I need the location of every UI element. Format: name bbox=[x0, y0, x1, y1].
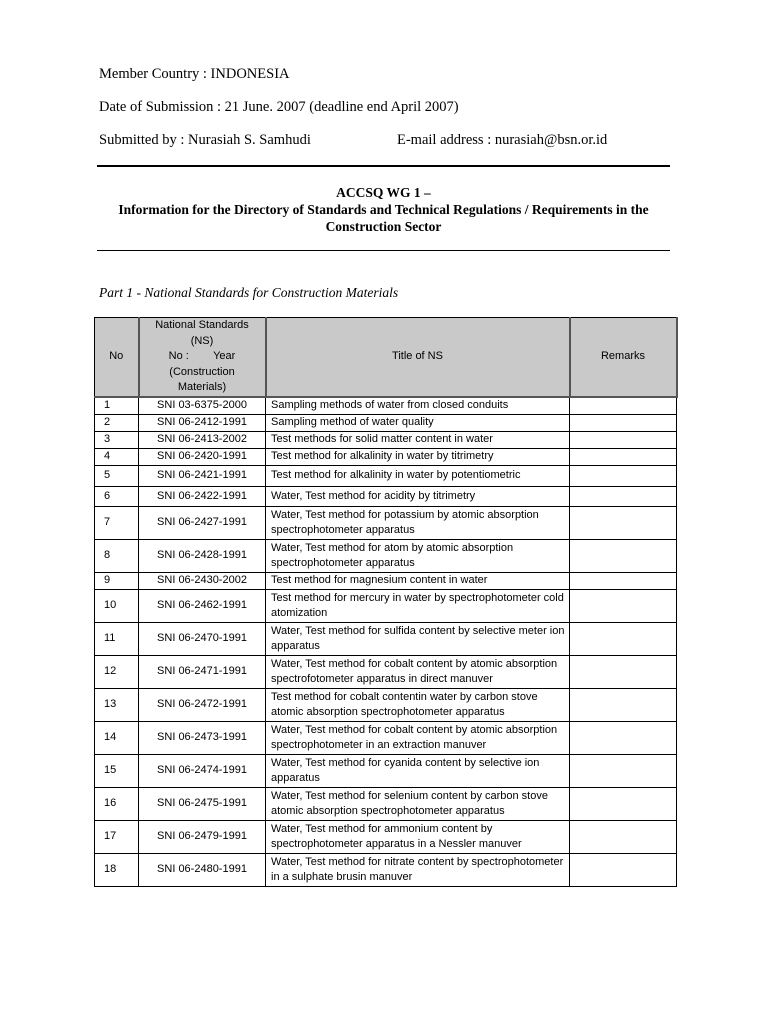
standard-number: SNI 06-2462-1991 bbox=[139, 589, 266, 622]
standard-title: Water, Test method for sulfida content by selective meter ion apparatus bbox=[266, 622, 570, 655]
document-heading-line3: Construction Sector bbox=[325, 219, 442, 234]
column-header-title bbox=[266, 318, 570, 398]
standard-title: Water, Test method for cobalt content by atomic absorption spectrophotometer in an extraction manuver bbox=[266, 721, 570, 754]
standard-number: SNI 06-2413-2002 bbox=[139, 431, 266, 448]
row-number: 9 bbox=[95, 572, 139, 589]
row-number: 2 bbox=[95, 414, 139, 431]
standard-title: Water, Test method for cyanida content by selective ion apparatus bbox=[266, 754, 570, 787]
table-row bbox=[95, 397, 677, 414]
table-row bbox=[95, 655, 677, 688]
table-row bbox=[95, 486, 677, 506]
table-row bbox=[95, 622, 677, 655]
row-number: 17 bbox=[95, 820, 139, 853]
table-body bbox=[95, 397, 677, 886]
divider-bottom bbox=[97, 250, 670, 251]
row-number: 11 bbox=[95, 622, 139, 655]
column-header-no bbox=[95, 318, 139, 398]
standard-number: SNI 06-2473-1991 bbox=[139, 721, 266, 754]
standard-number: SNI 06-2470-1991 bbox=[139, 622, 266, 655]
column-header-remarks bbox=[570, 318, 677, 398]
column-header-title-label: Title of NS bbox=[392, 350, 443, 363]
table-row bbox=[95, 721, 677, 754]
standard-number: SNI 06-2472-1991 bbox=[139, 688, 266, 721]
standard-number: SNI 03-6375-2000 bbox=[139, 397, 266, 414]
remarks-cell bbox=[570, 506, 677, 539]
email-address: E-mail address : nurasiah@bsn.or.id bbox=[397, 132, 608, 148]
standard-number: SNI 06-2412-1991 bbox=[139, 414, 266, 431]
standard-title: Sampling methods of water from closed conduits bbox=[266, 397, 570, 414]
row-number: 12 bbox=[95, 655, 139, 688]
standard-title: Water, Test method for potassium by atomic absorption spectrophotometer apparatus bbox=[266, 506, 570, 539]
standard-number: SNI 06-2420-1991 bbox=[139, 448, 266, 465]
part-title: Part 1 - National Standards for Construction Materials bbox=[99, 285, 399, 300]
document-heading-line2: Information for the Directory of Standards and Technical Regulations / Requirements in the bbox=[118, 202, 649, 217]
row-number: 7 bbox=[95, 506, 139, 539]
standard-title: Test method for alkalinity in water by titrimetry bbox=[266, 448, 570, 465]
row-number: 16 bbox=[95, 787, 139, 820]
column-header-remarks-label: Remarks bbox=[600, 350, 645, 363]
column-header-ns bbox=[139, 318, 266, 398]
remarks-cell bbox=[570, 572, 677, 589]
remarks-cell bbox=[570, 721, 677, 754]
row-number: 14 bbox=[95, 721, 139, 754]
standard-title: Water, Test method for nitrate content by spectrophotometer in a sulphate brusin manuver bbox=[266, 853, 570, 886]
standard-number: SNI 06-2422-1991 bbox=[139, 486, 266, 506]
table-row bbox=[95, 589, 677, 622]
remarks-cell bbox=[570, 688, 677, 721]
table-row bbox=[95, 431, 677, 448]
table-row bbox=[95, 820, 677, 853]
standard-title: Test methods for solid matter content in water bbox=[266, 431, 570, 448]
remarks-cell bbox=[570, 448, 677, 465]
standard-title: Test method for cobalt contentin water by carbon stove atomic absorption spectrophotometer apparatus bbox=[266, 688, 570, 721]
table-row bbox=[95, 853, 677, 886]
column-header-ns-line4: (Construction bbox=[169, 365, 235, 378]
submitted-by: Submitted by : Nurasiah S. Samhudi bbox=[99, 132, 311, 148]
standard-number: SNI 06-2427-1991 bbox=[139, 506, 266, 539]
member-country: Member Country : INDONESIA bbox=[99, 66, 290, 82]
column-header-ns-line1: National Standards bbox=[155, 319, 249, 332]
column-header-ns-line2: (NS) bbox=[190, 334, 214, 347]
column-header-no-label: No bbox=[109, 350, 124, 363]
standard-title: Test method for mercury in water by spectrophotometer cold atomization bbox=[266, 589, 570, 622]
table-row bbox=[95, 754, 677, 787]
standard-title: Water, Test method for atom by atomic absorption spectrophotometer apparatus bbox=[266, 539, 570, 572]
row-number: 18 bbox=[95, 853, 139, 886]
row-number: 13 bbox=[95, 688, 139, 721]
standard-number: SNI 06-2471-1991 bbox=[139, 655, 266, 688]
table-row bbox=[95, 787, 677, 820]
row-number: 5 bbox=[95, 465, 139, 486]
standard-title: Water, Test method for acidity by titrimetry bbox=[266, 486, 570, 506]
row-number: 15 bbox=[95, 754, 139, 787]
table-row bbox=[95, 414, 677, 431]
remarks-cell bbox=[570, 414, 677, 431]
standard-number: SNI 06-2421-1991 bbox=[139, 465, 266, 486]
date-of-submission: Date of Submission : 21 June. 2007 (deadline end April 2007) bbox=[99, 99, 459, 115]
row-number: 1 bbox=[95, 397, 139, 414]
remarks-cell bbox=[570, 787, 677, 820]
row-number: 10 bbox=[95, 589, 139, 622]
standard-number: SNI 06-2428-1991 bbox=[139, 539, 266, 572]
column-header-ns-line3: No : Year bbox=[168, 350, 236, 363]
remarks-cell bbox=[570, 754, 677, 787]
table-header-row bbox=[95, 318, 677, 398]
remarks-cell bbox=[570, 589, 677, 622]
remarks-cell bbox=[570, 431, 677, 448]
standard-title: Test method for alkalinity in water by potentiometric bbox=[266, 465, 570, 486]
remarks-cell bbox=[570, 486, 677, 506]
standard-title: Sampling method of water quality bbox=[266, 414, 570, 431]
standard-number: SNI 06-2480-1991 bbox=[139, 853, 266, 886]
standard-title: Water, Test method for ammonium content by spectrophotometer apparatus in a Nessler manuver bbox=[266, 820, 570, 853]
table-row bbox=[95, 448, 677, 465]
standard-number: SNI 06-2475-1991 bbox=[139, 787, 266, 820]
divider-top bbox=[97, 165, 670, 167]
standard-title: Water, Test method for selenium content by carbon stove atomic absorption spectrophotometer apparatus bbox=[266, 787, 570, 820]
remarks-cell bbox=[570, 539, 677, 572]
table-row bbox=[95, 688, 677, 721]
standard-number: SNI 06-2479-1991 bbox=[139, 820, 266, 853]
row-number: 6 bbox=[95, 486, 139, 506]
row-number: 4 bbox=[95, 448, 139, 465]
document-heading-line1: ACCSQ WG 1 – bbox=[336, 185, 431, 200]
standard-number: SNI 06-2474-1991 bbox=[139, 754, 266, 787]
remarks-cell bbox=[570, 465, 677, 486]
standard-title: Test method for magnesium content in water bbox=[266, 572, 570, 589]
standard-number: SNI 06-2430-2002 bbox=[139, 572, 266, 589]
table-row bbox=[95, 572, 677, 589]
remarks-cell bbox=[570, 655, 677, 688]
remarks-cell bbox=[570, 397, 677, 414]
table-row bbox=[95, 539, 677, 572]
remarks-cell bbox=[570, 820, 677, 853]
column-header-ns-line5: Materials) bbox=[177, 381, 227, 394]
row-number: 3 bbox=[95, 431, 139, 448]
remarks-cell bbox=[570, 853, 677, 886]
table-row bbox=[95, 506, 677, 539]
remarks-cell bbox=[570, 622, 677, 655]
standard-title: Water, Test method for cobalt content by atomic absorption spectrofotometer apparatus in direct manuver bbox=[266, 655, 570, 688]
row-number: 8 bbox=[95, 539, 139, 572]
table-row bbox=[95, 465, 677, 486]
standards-table bbox=[94, 317, 678, 887]
